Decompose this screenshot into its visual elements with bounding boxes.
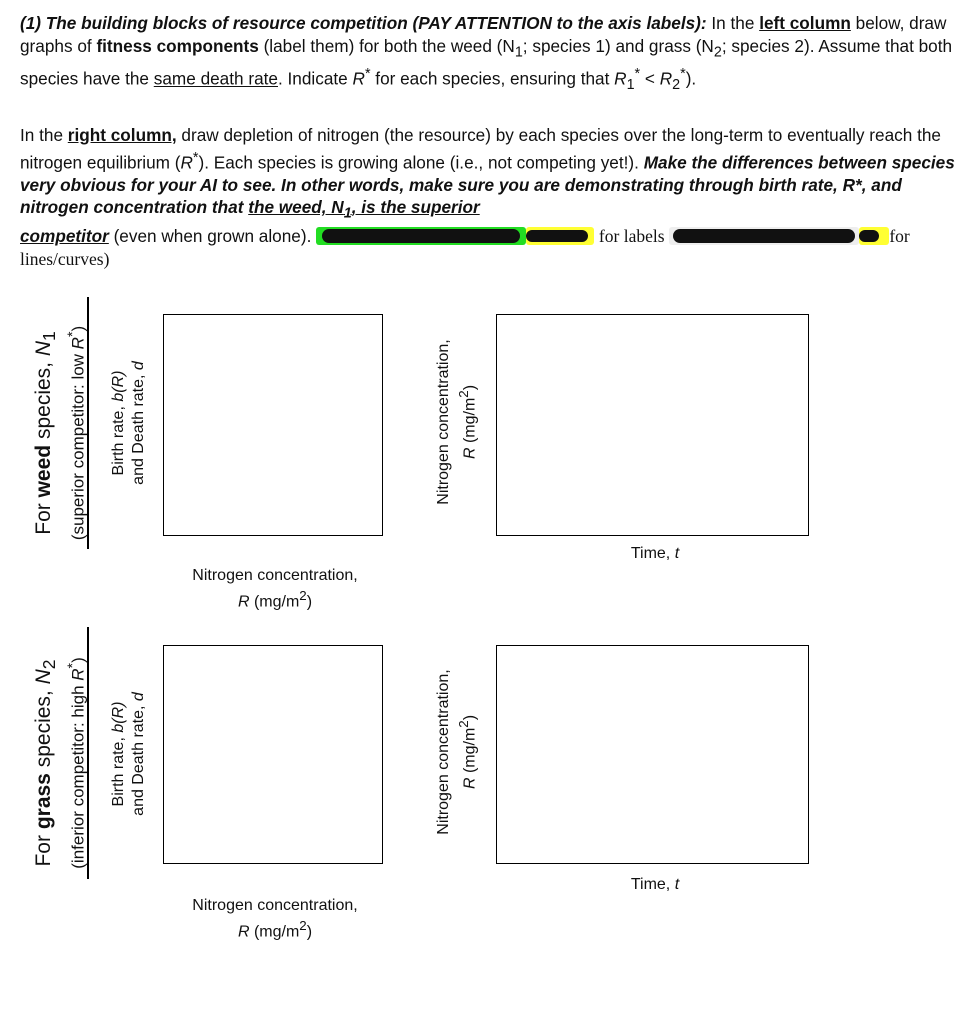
row2-left-x-axis-label: Nitrogen concentration, R $(mg/m^2)$ bbox=[192, 897, 358, 941]
row2-right-x-axis-label: Time, t bbox=[630, 876, 680, 893]
for-labels-text: for labels bbox=[598, 226, 665, 247]
lines-curves-text: lines/curves) bbox=[20, 248, 110, 269]
row2-fitness-graph-box[interactable] bbox=[163, 645, 383, 864]
right-column-ref: right column, bbox=[67, 125, 177, 145]
left-column-ref: left column bbox=[759, 13, 851, 33]
row2-left-y-axis-label: Birth rate, b(R) and Death rate, d bbox=[110, 692, 147, 816]
row2-species-label: For grass species, $N_2$ (inferior competitor: high R*) bbox=[31, 657, 88, 869]
row1-right-y-axis-label: Nitrogen concentration, R $(mg/m^2)$ bbox=[434, 339, 479, 505]
row2-right-y-axis-label: Nitrogen concentration, R $(mg/m^2)$ bbox=[434, 669, 479, 835]
for-text: for bbox=[889, 226, 910, 247]
question-heading: (1) The building blocks of resource competition (PAY ATTENTION to the axis labels): bbox=[20, 13, 707, 33]
redacted-highlight-2 bbox=[669, 227, 859, 245]
redacted-yellow-highlight bbox=[526, 227, 594, 245]
row1-fitness-graph-box[interactable] bbox=[163, 314, 383, 536]
row1-left-x-axis-label: Nitrogen concentration, R $(mg/m^2)$ bbox=[192, 567, 358, 611]
row1-species-label: For weed species, $N_1$ (superior competitor: low R*) bbox=[31, 325, 88, 541]
row2-nitrogen-depletion-graph-box[interactable] bbox=[496, 645, 809, 864]
instructions-paragraph-2: In the right column, draw depletion of nitrogen (the resource) by each species over the long-term to eventually reach the nitrogen equilibrium (R*). Each species is growing alone (i.e., not competing yet!). Make the differences between species very obvious for your AI to see. In other words, make sure you are demonstrating through birth rate, R*, and nitrogen concentration that the weed, $N_1$, is the superior competitor (even when grown alone). for labels for lines/curves) bbox=[20, 125, 955, 269]
row1-nitrogen-depletion-graph-box[interactable] bbox=[496, 314, 809, 536]
redacted-yellow-highlight-2 bbox=[859, 227, 889, 245]
row1-left-y-axis-label: Birth rate, b(R) and Death rate, d bbox=[110, 361, 147, 485]
row1-right-x-axis-label: Time, t bbox=[630, 545, 680, 562]
instructions-paragraph-1: (1) The building blocks of resource competition (PAY ATTENTION to the axis labels): In the left column below, draw graphs of fitness components (label them) for both the weed ($N_1$; species 1) and grass ($N_2$; species 2). Assume that both species have the same death rate. Indicate R* for each species, ensuring that $R_1^* < R_2^*$). bbox=[20, 13, 953, 94]
redacted-green-highlight bbox=[316, 227, 526, 245]
